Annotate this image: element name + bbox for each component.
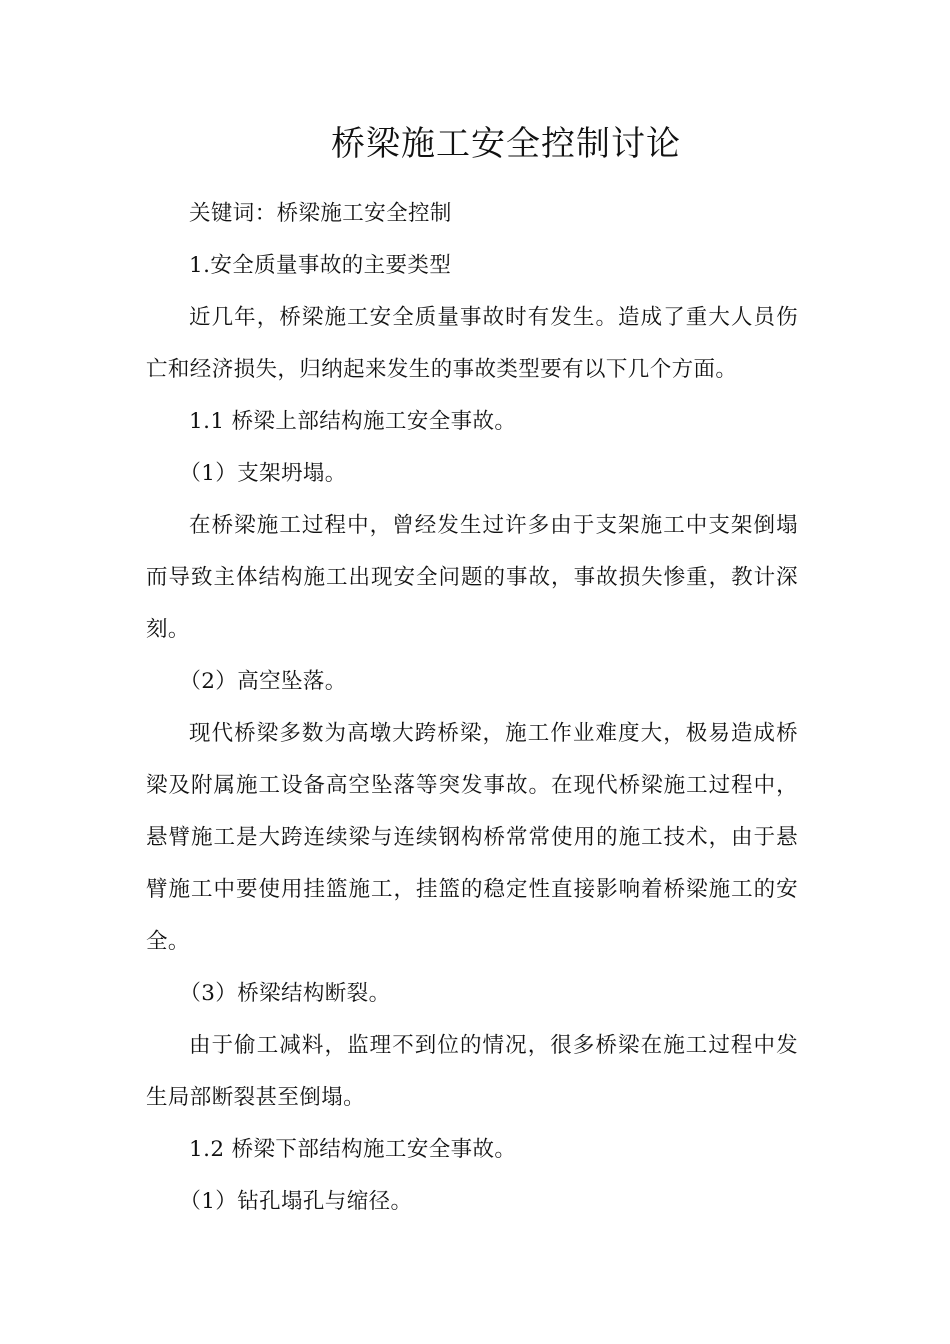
subsection-heading: 1.1 桥梁上部结构施工安全事故。 (189, 409, 517, 434)
body-paragraph: 由于偷工减料，监理不到位的情况，很多桥梁在施工过程中发生局部断裂甚至倒塌。 (146, 1033, 798, 1110)
body-paragraph: 现代桥梁多数为高墩大跨桥梁，施工作业难度大，极易造成桥梁及附属施工设备高空坠落等突发事故。在现代桥梁施工过程中，悬臂施工是大跨连续梁与连续钢构桥常常使用的施工技术，由于悬臂施工中要使用挂篮施工，挂篮的稳定性直接影响着桥梁施工的安全。 (146, 721, 798, 954)
document-title: 桥梁施工安全控制讨论 (331, 124, 681, 164)
body-paragraph: 在桥梁施工过程中，曾经发生过许多由于支架施工中支架倒塌而导致主体结构施工出现安全问题的事故，事故损失惨重，教计深刻。 (146, 513, 798, 642)
body-paragraph: 近几年，桥梁施工安全质量事故时有发生。造成了重大人员伤亡和经济损失，归纳起来发生的事故类型要有以下几个方面。 (146, 305, 798, 382)
subsection-heading: 1.2 桥梁下部结构施工安全事故。 (189, 1137, 517, 1162)
list-item: （1）支架坍塌。 (179, 461, 347, 486)
list-item: （2）高空坠落。 (179, 669, 347, 694)
list-item: （1）钻孔塌孔与缩径。 (179, 1189, 413, 1214)
document-body (146, 188, 798, 1228)
list-item: （3）桥梁结构断裂。 (179, 981, 391, 1006)
section-heading: 1.安全质量事故的主要类型 (189, 253, 452, 278)
keywords-line: 关键词：桥梁施工安全控制 (189, 201, 452, 226)
